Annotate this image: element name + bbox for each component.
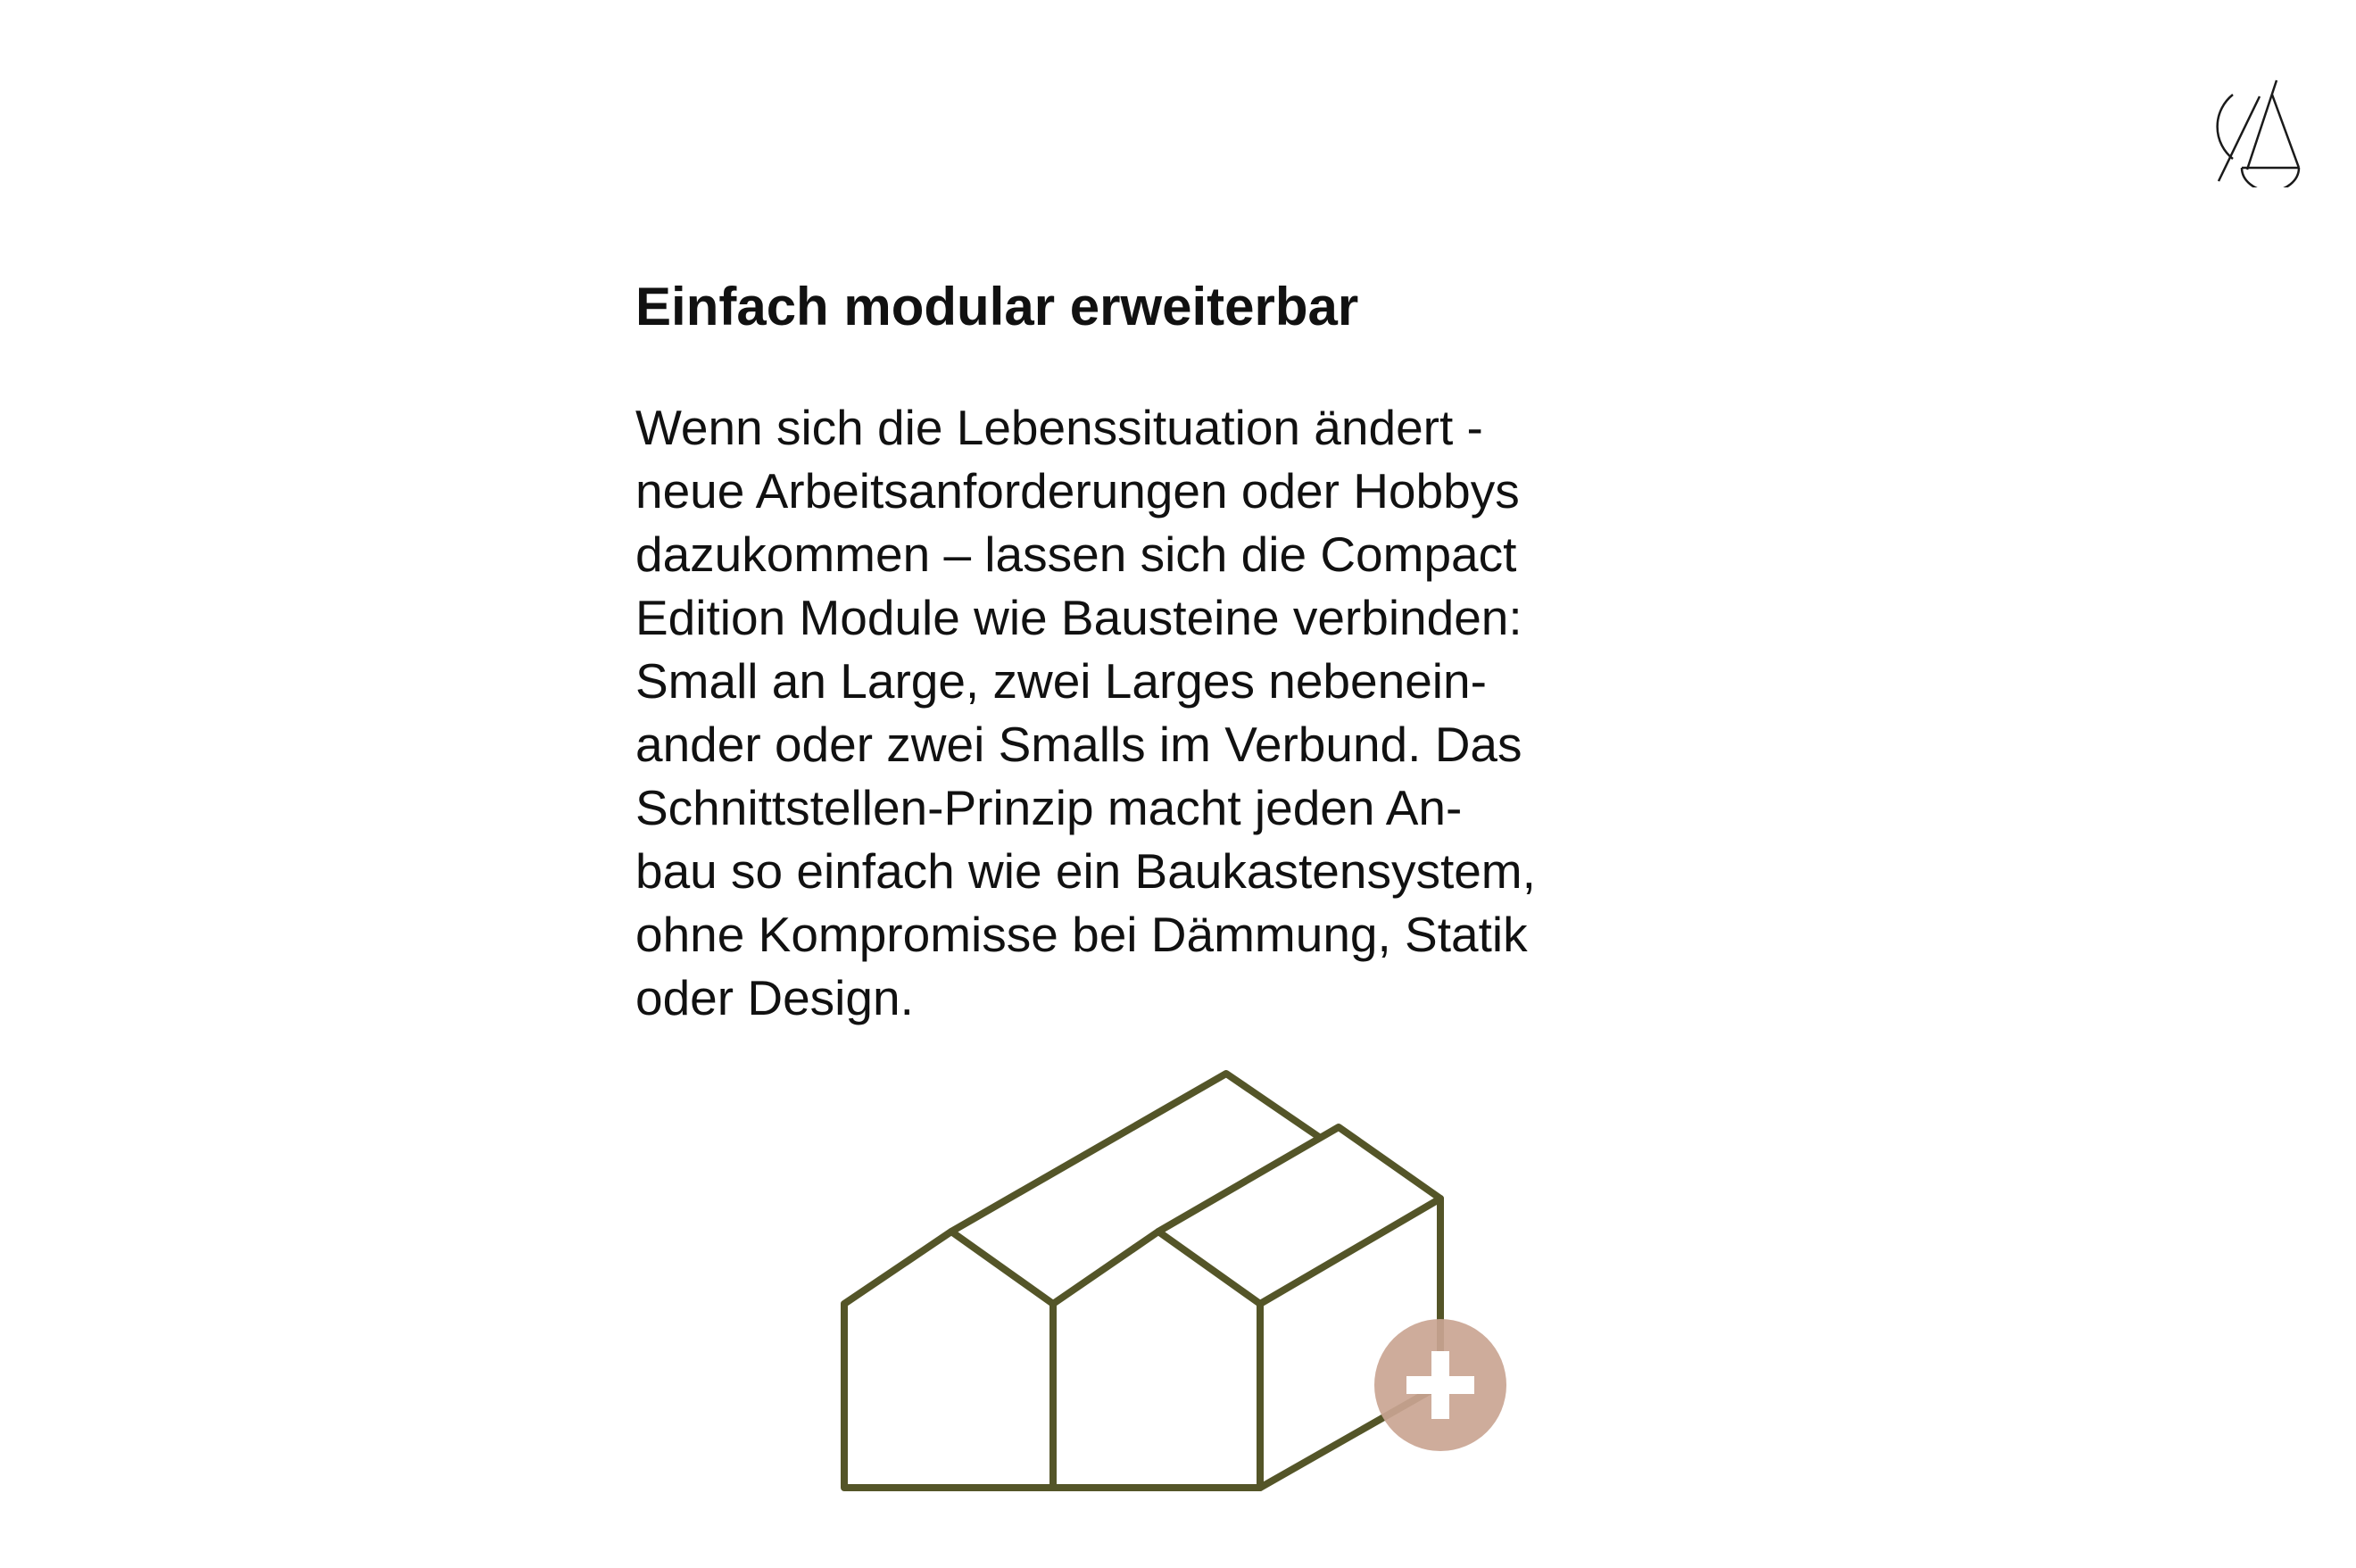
body-line: bau so einfach wie ein Baukastensystem, [635, 843, 1536, 899]
body-line: Schnittstellen-Prinzip macht jeden An- [635, 780, 1463, 835]
body-line: neue Arbeitsanforderungen oder Hobbys [635, 463, 1520, 519]
body-line: Edition Module wie Bausteine verbinden: [635, 590, 1522, 645]
body-line: ander oder zwei Smalls im Verbund. Das [635, 717, 1522, 772]
body-line: dazukommen – lassen sich die Compact [635, 527, 1517, 582]
modular-house-icon [803, 1053, 1517, 1499]
plus-circle-icon [1374, 1319, 1506, 1451]
brand-logo-icon [2213, 77, 2302, 187]
body-line: ohne Kompromisse bei Dämmung, Statik [635, 907, 1528, 962]
body-line: oder Design. [635, 970, 914, 1025]
body-line: Small an Large, zwei Larges nebenein- [635, 653, 1487, 709]
body-line: Wenn sich die Lebenssituation ändert - [635, 400, 1483, 455]
body-paragraph [635, 396, 1635, 1030]
text-block [635, 268, 1635, 1030]
page-heading: Einfach modular erweiterbar [635, 277, 1359, 336]
